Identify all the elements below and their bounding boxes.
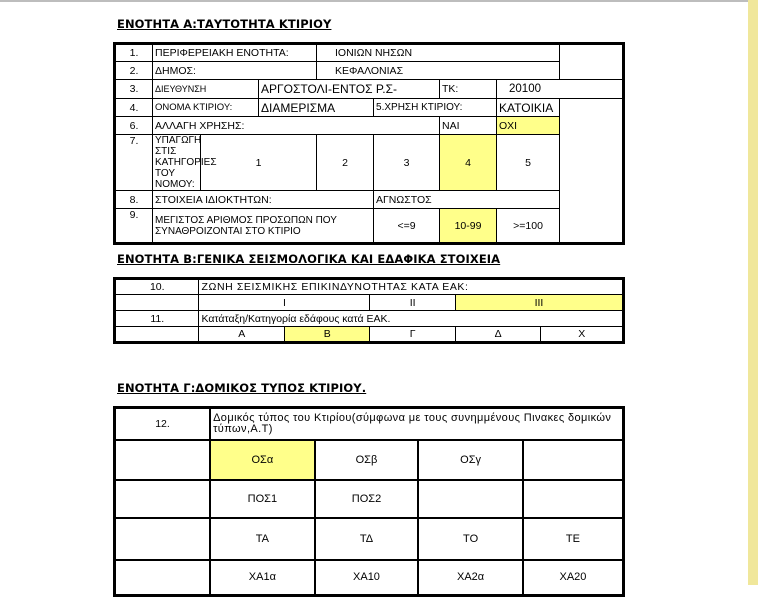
type-empty-3[interactable]: [523, 480, 624, 518]
soil-x[interactable]: Χ: [541, 327, 624, 343]
struct-row-2: [115, 480, 624, 518]
owners-value[interactable]: ΑΓΝΩΣΤΟΣ: [374, 191, 560, 209]
category-4[interactable]: 4: [440, 135, 497, 191]
row-12-num: 12.: [115, 408, 211, 440]
zone-ii[interactable]: II: [370, 295, 455, 311]
category-1[interactable]: 1: [201, 135, 317, 191]
soil-a[interactable]: Α: [199, 327, 284, 343]
persons-ge-100[interactable]: >=100: [497, 209, 560, 244]
row-3-label: ΔΙΕΥΘΥΝΣΗ: [153, 80, 259, 99]
persons-le-9[interactable]: <=9: [374, 209, 440, 244]
row-1-num: 1.: [115, 44, 153, 62]
zone-i[interactable]: I: [199, 295, 370, 311]
row-6: [115, 117, 624, 135]
section-a-table: [113, 42, 625, 245]
type-os-b[interactable]: ΟΣβ: [315, 440, 419, 480]
right-scroll-margin: [748, 0, 758, 585]
type-td[interactable]: ΤΔ: [315, 518, 419, 560]
row-9-num: 9.: [115, 209, 153, 244]
municipality-value[interactable]: ΚΕΦΑΛΟΝΙΑΣ: [317, 62, 560, 80]
type-te[interactable]: ΤΕ: [523, 518, 624, 560]
building-use-value[interactable]: ΚΑΤΟΙΚΙΑ: [497, 99, 560, 117]
category-3[interactable]: 3: [374, 135, 440, 191]
section-c-table: [113, 406, 625, 597]
type-xa20[interactable]: ΧΑ20: [523, 560, 624, 596]
soil-options-row: [115, 327, 624, 343]
row-2-label: ΔΗΜΟΣ:: [153, 62, 317, 80]
row-8: [115, 191, 624, 209]
postal-code-value[interactable]: 20100: [497, 80, 624, 99]
type-empty-2[interactable]: [418, 480, 523, 518]
change-use-yes[interactable]: ΝΑΙ: [440, 117, 497, 135]
row-7-num: 7.: [115, 135, 153, 191]
type-xa2a[interactable]: ΧΑ2α: [418, 560, 523, 596]
row-1: [115, 44, 624, 62]
row-11-num: 11.: [115, 311, 199, 327]
soil-b[interactable]: Β: [284, 327, 369, 343]
row-12-label: Δομικός τύπος του Κτιρίου(σύμφωνα με τους συνημμένους Πινακες δομικών τύπων,Α.Τ): [210, 408, 623, 440]
struct-spacer-1: [115, 440, 211, 480]
change-use-no[interactable]: ΟΧΙ: [497, 117, 560, 135]
row-10-label: ΖΩΝΗ ΣΕΙΣΜΙΚΗΣ ΕΠΙΚΙΝΔΥΝΟΤΗΤΑΣ ΚΑΤΑ ΕΑΚ:: [199, 279, 624, 295]
category-2[interactable]: 2: [317, 135, 374, 191]
row-4: [115, 99, 624, 117]
soil-d[interactable]: Δ: [455, 327, 540, 343]
row-8-num: 8.: [115, 191, 153, 209]
row-2-num: 2.: [115, 62, 153, 80]
row-10: [115, 279, 624, 295]
soil-c[interactable]: Γ: [370, 327, 455, 343]
type-xa10[interactable]: ΧΑ10: [315, 560, 419, 596]
postal-code-label: ΤΚ:: [440, 80, 497, 99]
type-to[interactable]: ΤΟ: [418, 518, 523, 560]
persons-10-99[interactable]: 10-99: [440, 209, 497, 244]
section-c-title: ΕΝΟΤΗΤΑ Γ:ΔΟΜΙΚΟΣ ΤΥΠΟΣ ΚΤΙΡΙΟΥ.: [117, 381, 367, 395]
section-b-title: ΕΝΟΤΗΤΑ Β:ΓΕΝΙΚΑ ΣΕΙΣΜΟΛΟΓΙΚΑ ΚΑΙ ΕΔΑΦΙΚΑ ΣΤΟΙΧΕΙΑ: [117, 252, 501, 266]
type-xa1a[interactable]: ΧΑ1α: [210, 560, 315, 596]
row-1-label: ΠΕΡΙΦΕΡΕΙΑΚΗ ΕΝΟΤΗΤΑ:: [153, 44, 317, 62]
zone-options-row: [115, 295, 624, 311]
building-use-label: 5.ΧΡΗΣΗ ΚΤΙΡΙΟΥ:: [374, 99, 497, 117]
type-os-c[interactable]: ΟΣγ: [418, 440, 523, 480]
row-4-num: 4.: [115, 99, 153, 117]
row-10-num: 10.: [115, 279, 199, 295]
zone-iii[interactable]: III: [455, 295, 623, 311]
row-9-label: ΜΕΓΙΣΤΟΣ ΑΡΙΘΜΟΣ ΠΡΟΣΩΠΩΝ ΠΟΥ ΣΥΝΑΘΡΟΙΖΟΝΤΑΙ ΣΤΟ ΚΤΙΡΙΟ: [153, 209, 374, 244]
region-value[interactable]: ΙΟΝΙΩΝ ΝΗΣΩΝ: [317, 44, 560, 62]
struct-row-4: [115, 560, 624, 596]
struct-spacer-2: [115, 480, 211, 518]
row-7-label: ΥΠΑΓΩΓΗ ΣΤΙΣ ΚΑΤΗΓΟΡΙΕΣ ΤΟΥ ΝΟΜΟΥ:: [153, 135, 201, 191]
row-7: [115, 135, 624, 191]
type-pos2[interactable]: ΠΟΣ2: [315, 480, 419, 518]
type-ta[interactable]: ΤΑ: [210, 518, 315, 560]
soil-spacer: [115, 327, 199, 343]
row-3-num: 3.: [115, 80, 153, 99]
building-name-value[interactable]: ΔΙΑΜΕΡΙΣΜΑ: [259, 99, 374, 117]
row-3: [115, 80, 624, 99]
row-8-label: ΣΤΟΙΧΕΙΑ ΙΔΙΟΚΤΗΤΩΝ:: [153, 191, 374, 209]
zone-spacer: [115, 295, 199, 311]
row-2: [115, 62, 624, 80]
struct-spacer-4: [115, 560, 211, 596]
section-a-title: ΕΝΟΤΗΤΑ Α:ΤΑΥΤΟΤΗΤΑ ΚΤΙΡΙΟΥ: [117, 17, 332, 31]
row-12: [115, 408, 624, 440]
row-11: [115, 311, 624, 327]
row-4-label: ΟΝΟΜΑ ΚΤΙΡΙΟΥ:: [153, 99, 259, 117]
type-pos1[interactable]: ΠΟΣ1: [210, 480, 315, 518]
row-6-num: 6.: [115, 117, 153, 135]
row-6-label: ΑΛΛΑΓΗ ΧΡΗΣΗΣ:: [153, 117, 440, 135]
struct-row-1: [115, 440, 624, 480]
section-b-table: [113, 277, 625, 344]
category-5[interactable]: 5: [497, 135, 560, 191]
struct-spacer-3: [115, 518, 211, 560]
row-11-label: Κατάταξη/Κατηγορία εδάφους κατά ΕΑΚ.: [199, 311, 624, 327]
type-empty-1[interactable]: [523, 440, 624, 480]
type-os-a[interactable]: ΟΣα: [210, 440, 315, 480]
row-9: [115, 209, 624, 244]
address-value[interactable]: ΑΡΓΟΣΤΟΛΙ-ΕΝΤΟΣ Ρ.Σ-: [259, 80, 440, 99]
struct-row-3: [115, 518, 624, 560]
window-top-edge: [0, 0, 758, 2]
